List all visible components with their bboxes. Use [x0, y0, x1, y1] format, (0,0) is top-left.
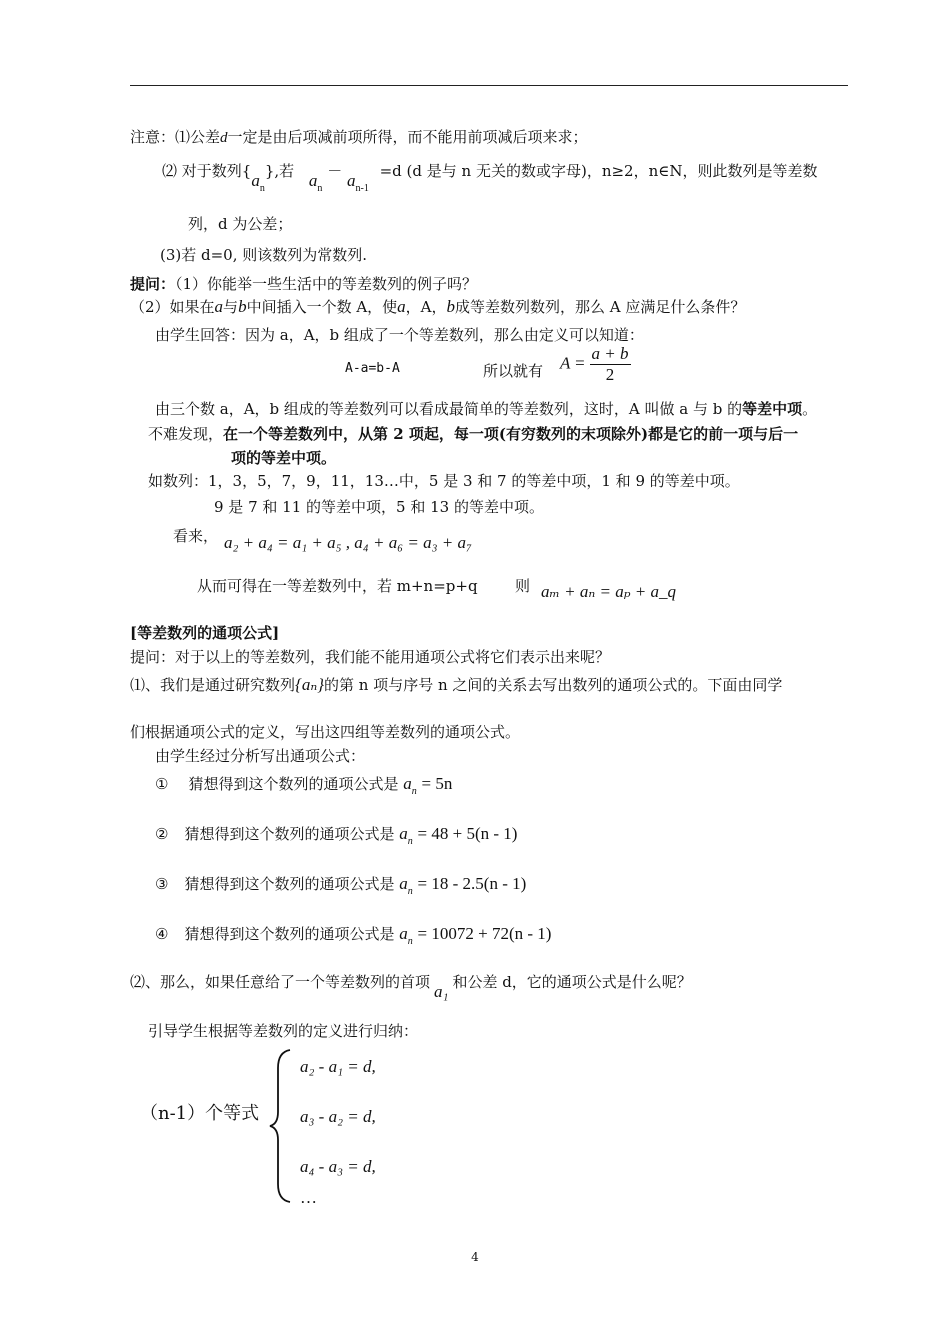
look-label: 看来， — [173, 527, 219, 545]
example-2: 9 是 7 和 11 的等差中项，5 和 13 的等差中项。 — [214, 498, 544, 516]
note-2-mid: },若 — [264, 162, 295, 180]
student-answer: 由学生回答：因为 a，A，b 组成了一个等差数列，那么由定义可以知道： — [155, 326, 644, 344]
then-text: 则 — [515, 577, 531, 595]
section-heading: [等差数列的通项公式] — [130, 624, 280, 642]
sequence-set: {aₙ} — [295, 675, 325, 694]
middle-term-keyword: 等差中项 — [742, 400, 803, 418]
system-eq-1: a₂ - a₁ = d, — [300, 1057, 376, 1076]
question-1-text: （1）你能举一些生活中的等差数列的例子吗？ — [175, 275, 478, 293]
note-3: (3)若 d=0, 则该数列为常数列. — [160, 246, 368, 264]
equation-midpoint: A = $\frac{a + b}{2}$ — [560, 344, 629, 384]
fraction-numerator: a + b — [591, 344, 629, 363]
note-2-seq: $a_n$ — [251, 171, 265, 194]
system-eq-3: a₄ - a₃ = d, — [300, 1157, 376, 1176]
note-2-minus: － — [327, 162, 343, 180]
formula-item: ① 猜想得到这个数列的通项公式是 $a_n = 5n$ — [155, 774, 453, 797]
note-1-rest: 一定是由后项减前项所得，而不能用前项减后项来求； — [227, 128, 588, 146]
formula-value: = 18 - 2.5(n - 1) — [417, 874, 527, 893]
note-1 — [130, 126, 588, 147]
var-b: b — [446, 297, 456, 316]
question-1 — [130, 273, 477, 294]
step-1-line2: 们根据通项公式的定义，写出这四组等差数列的通项公式。 — [130, 723, 521, 741]
formula-an: $a_n$ — [399, 824, 413, 847]
note-2-an1: $a_{n-1}$ — [346, 171, 369, 194]
general-ask: 提问：对于以上的等差数列，我们能不能用通项公式将它们表示出来呢？ — [130, 648, 611, 666]
hence-equation: aₘ + aₙ = aₚ + a_q — [541, 582, 677, 601]
header-rule — [130, 85, 848, 86]
formula-item: ④ 猜想得到这个数列的通项公式是 $a_n = 10072 + 72(n - 1)$ — [155, 924, 552, 947]
note-1-var: d — [220, 130, 228, 146]
page-number: 4 — [471, 1250, 479, 1264]
note-2-line2: 列，d 为公差； — [188, 215, 293, 233]
system-eq-2: a₃ - a₂ = d, — [300, 1107, 376, 1126]
students-write: 由学生经过分析写出通项公式： — [155, 747, 366, 765]
middle-term-def: 由三个数 a，A，b 组成的等差数列可以看成最简单的等差数列，这时，A 叫做 a 与 b 的等差中项。 — [155, 400, 818, 418]
system-label: （n-1）个等式 — [140, 1103, 260, 1124]
note-1-text: 注意：⑴公差 — [130, 128, 221, 146]
guide-text: 引导学生根据等差数列的定义进行归纳： — [148, 1022, 419, 1040]
note-2-prefix: ⑵ 对于数列{ — [162, 162, 252, 180]
note-2-an: $a_n$ — [308, 171, 323, 194]
example-1: 如数列：1，3，5，7，9，11，13…中，5 是 3 和 7 的等差中项，1 和 9 的等差中项。 — [148, 472, 740, 490]
formula-value: = 5n — [421, 774, 453, 793]
first-term: a₁ — [434, 982, 449, 1001]
question-label: 提问： — [130, 275, 176, 293]
formula-value: = 48 + 5(n - 1) — [417, 824, 518, 843]
property-bold-line2: 项的等差中项。 — [231, 449, 337, 467]
var-a: a — [214, 297, 224, 316]
equation-A: A — [560, 353, 571, 373]
formula-an: $a_n$ — [399, 924, 413, 947]
var-a: a — [397, 297, 406, 316]
equation-so: 所以就有 — [483, 362, 544, 380]
system-ellipsis: … — [300, 1188, 317, 1207]
property-bold: 在一个等差数列中，从第 2 项起，每一项(有穷数列的末项除外)都是它的前一项与后一 — [223, 425, 799, 443]
formula-item: ② 猜想得到这个数列的通项公式是 $a_n = 48 + 5(n - 1)$ — [155, 824, 518, 847]
note-2-rest: =d (d 是与 n 无关的数或字母)，n≥2，n∈N，则此数列是等差数 — [379, 162, 818, 180]
question-2: （2）如果在a与b中间插入一个数 A，使a，A，b成等差数列数列，那么 A 应满足什么条件？ — [130, 297, 746, 316]
fraction-denominator: 2 — [605, 365, 615, 384]
look-equation: a₂ + a₄ = a₁ + a₅ , a₄ + a₆ = a₃ + a₇ — [224, 533, 472, 552]
step-1: ⑴、我们是通过研究数列{aₙ}的第 n 项与序号 n 之间的关系去写出数列的通项公式的。下面由同学 — [130, 675, 783, 694]
formula-item: ③ 猜想得到这个数列的通项公式是 $a_n = 18 - 2.5(n - 1)$ — [155, 874, 527, 897]
formula-an: $a_n$ — [403, 774, 417, 797]
note-2 — [162, 160, 818, 194]
formula-an: $a_n$ — [399, 874, 413, 897]
fraction — [590, 344, 631, 385]
left-brace-icon — [268, 1048, 294, 1204]
middle-term-property: 不难发现，在一个等差数列中，从第 2 项起，每一项(有穷数列的末项除外)都是它的前一项与后一 — [148, 425, 799, 443]
hence-text: 从而可得在一等差数列中，若 m+n=p+q — [197, 577, 478, 595]
step-2: ⑵、那么，如果任意给了一个等差数列的首项 a₁ 和公差 d，它的通项公式是什么呢？ — [130, 973, 692, 1001]
var-b: b — [238, 297, 247, 316]
formula-value: = 10072 + 72(n - 1) — [417, 924, 552, 943]
equation-a-minus: A-a=b-A — [345, 361, 400, 376]
